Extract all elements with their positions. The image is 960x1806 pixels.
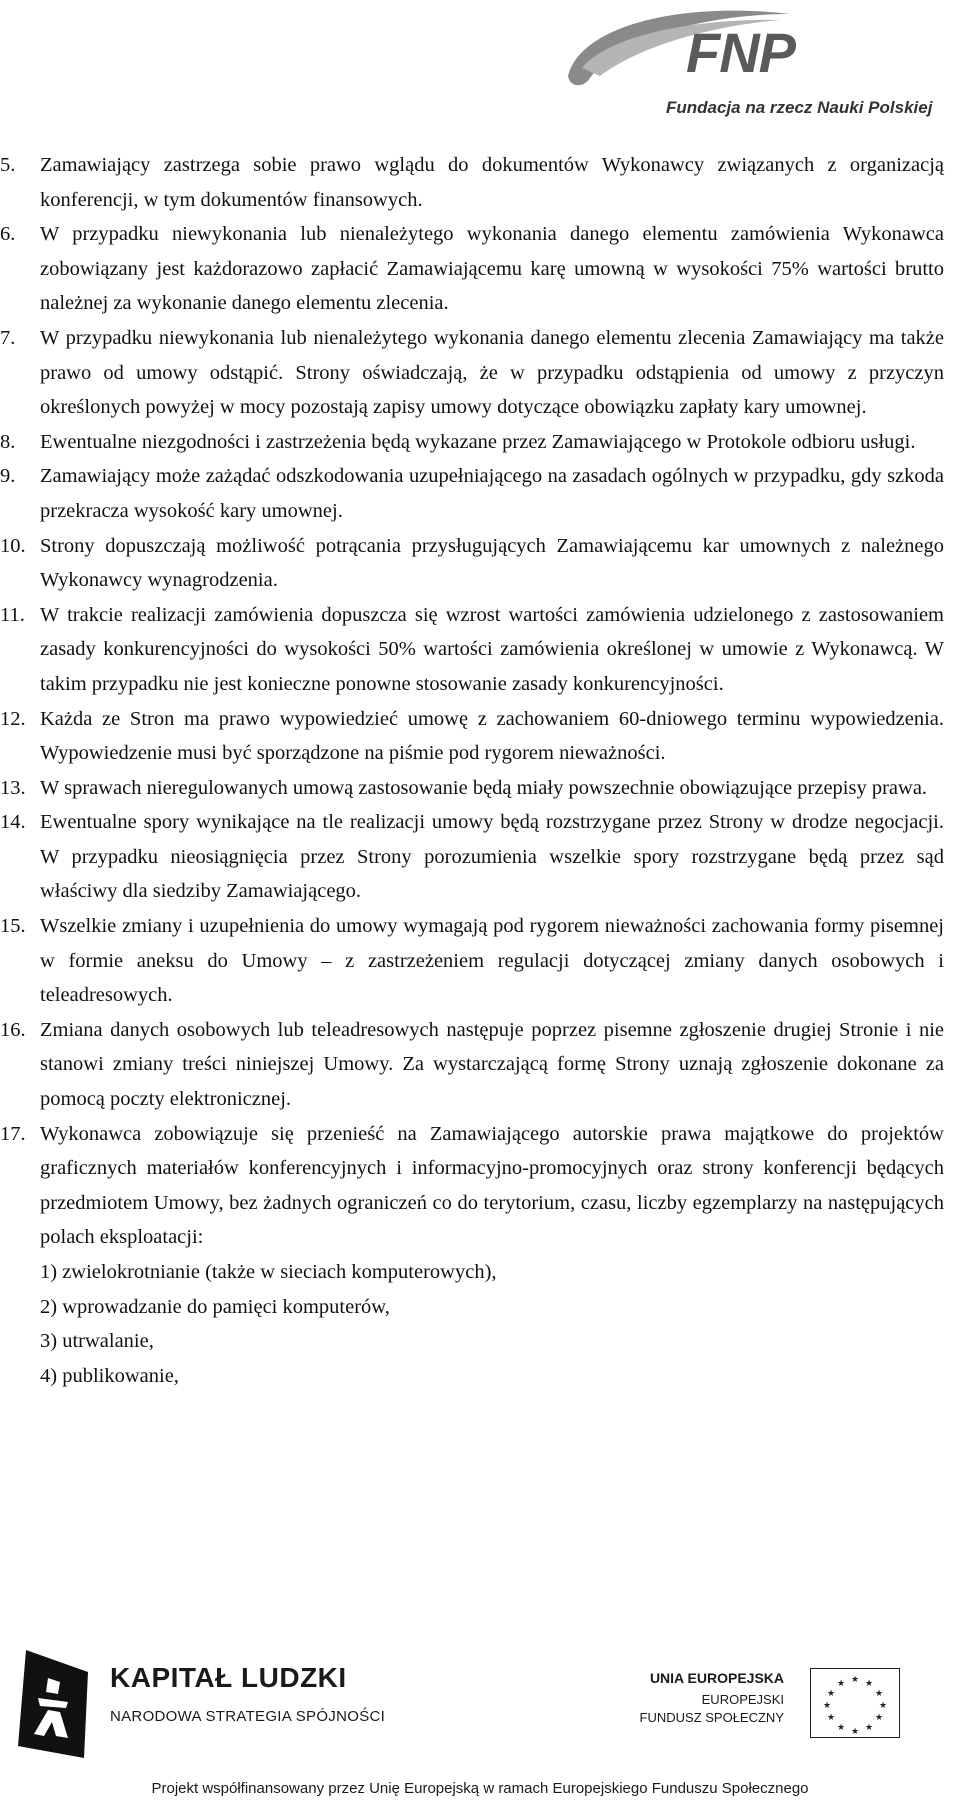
clause-number: 11. xyxy=(0,603,25,626)
eu-fund-line1: EUROPEJSKI xyxy=(701,1692,784,1707)
svg-text:★: ★ xyxy=(836,1679,846,1689)
exploitation-field: 1) zwielokrotnianie (także w sieciach komputerowych), xyxy=(40,1261,497,1283)
svg-text:★: ★ xyxy=(822,1701,832,1711)
clause-number: 12. xyxy=(0,707,26,730)
eu-title: UNIA EUROPEJSKA xyxy=(649,1670,784,1686)
clause-text: Zmiana danych osobowych lub teleadresowych następuje poprzez pisemne zgłoszenie drugiej Stronie i nie stanowi zmiany treści niniejszej Umowy. Za wystarczającą formę Strony uznają zgłoszenie dokonane za pomocą poczty elektronicznej. xyxy=(40,1018,944,1111)
clause-text: Zamawiający zastrzega sobie prawo wglądu do dokumentów Wykonawcy związanych z organizacją konferencji, w tym dokumentów finansowych. xyxy=(40,154,944,211)
kapital-ludzki-title: KAPITAŁ LUDZKI xyxy=(110,1662,347,1693)
clause-item xyxy=(0,148,960,217)
svg-text:★: ★ xyxy=(878,1701,888,1711)
cofinancing-note: Projekt współfinansowany przez Unię Europejską w ramach Europejskiego Funduszu Społecznego xyxy=(151,1780,809,1797)
clause-item xyxy=(0,909,960,1013)
eu-stars-icon xyxy=(810,1668,900,1743)
clause-number: 17. xyxy=(0,1122,26,1145)
clause-text: W przypadku niewykonania lub nienależytego wykonania danego elementu zlecenia Zamawiający ma także prawo od umowy odstąpić. Strony oświadczają, że w przypadku odstąpienia od umowy z przyczyn określonych powyżej w mocy pozostają zapisy umowy dotyczące obowiązku zapłaty kary umownej. xyxy=(40,326,944,419)
clause-text: W sprawach nieregulowanych umową zastosowanie będą miały powszechnie obowiązujące przepisy prawa. xyxy=(40,776,928,799)
clause-text: Ewentualne spory wynikające na tle realizacji umowy będą rozstrzygane przez Strony w drodze negocjacji. W przypadku nieosiągnięcia przez Strony porozumienia wszelkie spory rozstrzygane będą przez sąd właściwy dla siedziby Zamawiającego. xyxy=(40,811,944,903)
clause-item xyxy=(0,598,960,702)
exploitation-field: 3) utrwalanie, xyxy=(40,1330,154,1353)
clause-item xyxy=(0,805,960,909)
svg-text:★: ★ xyxy=(850,1675,860,1685)
exploitation-field: 2) wprowadzanie do pamięci komputerów, xyxy=(40,1295,390,1318)
clause-number: 13. xyxy=(0,776,26,799)
document-body xyxy=(0,148,960,1393)
clause-text: W trakcie realizacji zamówienia dopuszcza się wzrost wartości zamówienia udzielonego z zastosowaniem zasady konkurencyjności do wysokości 50% wartości zamówienia określonej w umowie z Wykonawcą. W takim przypadku nie jest konieczne ponowne stosowanie zasady konkurencyjności. xyxy=(40,603,944,695)
clause-text: Strony dopuszczają możliwość potrącania przysługujących Zamawiającemu kar umownych z należnego Wykonawcy wynagrodzenia. xyxy=(40,534,944,592)
clause-item xyxy=(0,702,960,771)
clause-number: 15. xyxy=(0,915,26,938)
page-footer xyxy=(0,1640,960,1806)
svg-text:★: ★ xyxy=(864,1679,874,1689)
svg-text:★: ★ xyxy=(836,1723,846,1733)
clause-item xyxy=(0,1117,960,1255)
clause-text: Wszelkie zmiany i uzupełnienia do umowy wymagają pod rygorem nieważności zachowania formy pisemnej w formie aneksu do Umowy – z zastrzeżeniem regulacji dotyczącej zmiany danych osobowych i teleadresowych. xyxy=(40,915,944,1007)
clause-item xyxy=(0,1013,960,1117)
clause-text: Każda ze Stron ma prawo wypowiedzieć umowę z zachowaniem 60-dniowego terminu wypowiedzenia. Wypowiedzenie musi być sporządzone na piśmie pod rygorem nieważności. xyxy=(40,707,944,765)
clause-number: 8. xyxy=(0,430,16,453)
clause-item xyxy=(0,425,960,460)
clause-item xyxy=(0,321,960,425)
svg-text:★: ★ xyxy=(874,1713,884,1723)
clause-number: 10. xyxy=(0,534,26,557)
clause-number: 9. xyxy=(0,465,16,488)
clause-number: 16. xyxy=(0,1018,26,1041)
clause-item xyxy=(0,459,960,528)
kapital-ludzki-emblem-icon xyxy=(18,1650,88,1763)
eu-logo xyxy=(640,1670,940,1750)
svg-text:★: ★ xyxy=(850,1727,860,1737)
clause-text: Zamawiający może zażądać odszkodowania uzupełniającego na zasadach ogólnych w przypadku, gdy szkoda przekracza wysokość kary umownej. xyxy=(40,465,944,522)
clause-item xyxy=(0,771,960,806)
clause-text: W przypadku niewykonania lub nienależytego wykonania danego elementu zamówienia Wykonawca zobowiązany jest każdorazowo zapłacić Zamawiającemu karę umowną w wysokości 75% wartości brutto należnej za wykonanie danego elementu zlecenia. xyxy=(40,223,944,315)
fnp-logo-subtitle: Fundacja na rzecz Nauki Polskiej xyxy=(666,98,933,117)
clause-text: Ewentualne niezgodności i zastrzeżenia będą wykazane przez Zamawiającego w Protokole odbioru usługi. xyxy=(40,430,916,453)
clause-number: 7. xyxy=(0,326,16,349)
clause-number: 6. xyxy=(0,223,16,246)
svg-text:★: ★ xyxy=(874,1689,884,1699)
clause-item xyxy=(0,529,960,598)
svg-text:★: ★ xyxy=(826,1689,836,1699)
clause-number: 5. xyxy=(0,154,16,176)
fnp-logo-text: FNP xyxy=(686,21,795,84)
eu-fund-line2: FUNDUSZ SPOŁECZNY xyxy=(639,1710,784,1725)
exploitation-field: 4) publikowanie, xyxy=(40,1364,179,1387)
clause-text: Wykonawca zobowiązuje się przenieść na Zamawiającego autorskie prawa majątkowe do projektów graficznych materiałów konferencyjnych i informacyjno-promocyjnych oraz strony konferencji będących przedmiotem Umowy, bez żadnych ograniczeń co do terytorium, czasu, liczby egzemplarzy na następujących polach eksploatacji: xyxy=(40,1122,944,1249)
clause-item xyxy=(0,217,960,321)
clause-number: 14. xyxy=(0,811,26,834)
svg-text:★: ★ xyxy=(864,1723,874,1733)
svg-text:★: ★ xyxy=(826,1713,836,1723)
kapital-ludzki-subtitle: NARODOWA STRATEGIA SPÓJNOŚCI xyxy=(110,1708,386,1725)
